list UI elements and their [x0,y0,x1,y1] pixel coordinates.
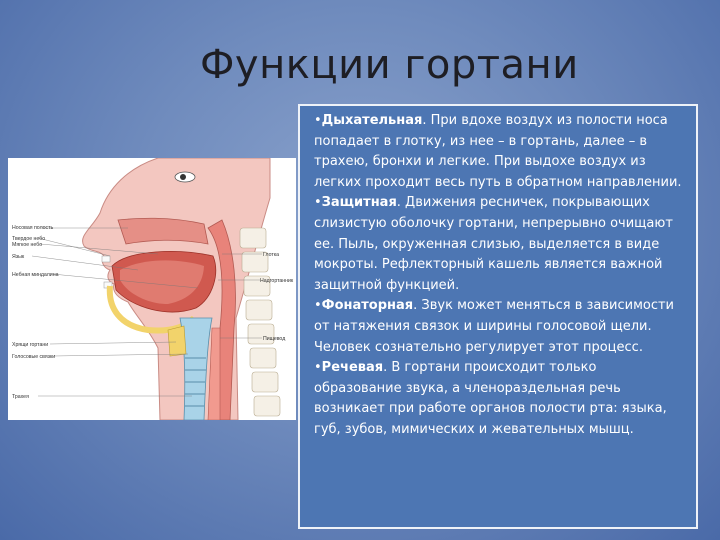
label-pharynx: Глотка [263,252,280,258]
function-description: . При вдохе воздух из полости носа попадает в глотку, из нее – в гортань, далее – в трахею, бронхи и легкие. При выдохе воздух из легких проходит весь путь в обратном направлении. [314,113,682,190]
label-epiglottis: Надгортанник [260,278,294,284]
function-description: . Движения ресничек, покрывающих слизистую оболочку гортани, непрерывно очищают ее. Пыль, окруженная слизью, выделяется в виде мокроты. Рефлекторный кашель является важной защитной функцией. [314,195,673,293]
function-term: Речевая [321,360,384,376]
label-trachea: Трахея [12,394,29,400]
function-description: . В гортани происходит только образование звука, а членораздельная речь возникает при работе органов полости рта: языка, губ, зубов, мимических и жевательных мышц. [314,360,667,437]
label-vocal-cords: Голосовые связки [12,354,56,360]
function-item: •Защитная. Движения ресничек, покрывающих слизистую оболочку гортани, непрерывно очищают ее. Пыль, окруженная слизью, выделяется в виде мокроты. Рефлекторный кашель является важной защитной функцией. [314,195,673,293]
function-term: Защитная [321,195,397,211]
label-hard-palate: Твердое небо [12,236,46,242]
label-tongue: Язык [12,254,25,260]
function-item: •Фонаторная. Звук может меняться в зависимости от натяжения связок и ширины голосовой щели. Человек сознательно регулирует этот процесс. [314,298,675,355]
function-term: Фонаторная [321,298,414,314]
function-description: . Звук может меняться в зависимости от натяжения связок и ширины голосовой щели. Человек сознательно регулирует этот процесс. [314,298,675,355]
slide-title: Функции гортани [200,42,579,88]
function-item: •Речевая. В гортани происходит только образование звука, а членораздельная речь возникает при работе органов полости рта: языка, губ, зубов, мимических и жевательных мышц. [314,360,667,437]
functions-text-box [298,104,698,529]
label-tonsil: Небная миндалина [12,272,59,278]
function-item: •Дыхательная. При вдохе воздух из полости носа попадает в глотку, из нее – в гортань, далее – в трахею, бронхи и легкие. При выдохе воздух из легких проходит весь путь в обратном направлении. [314,113,682,190]
anatomy-illustration [8,158,296,420]
function-term: Дыхательная [321,113,423,128]
label-esophagus: Пищевод [263,336,286,342]
label-soft-palate: Мягкое небо [12,242,43,248]
label-larynx-cartilage: Хрящи гортани [12,342,49,348]
larynx-anatomy-figure [8,158,296,420]
label-nasal-cavity: Носовая полость [12,225,54,231]
